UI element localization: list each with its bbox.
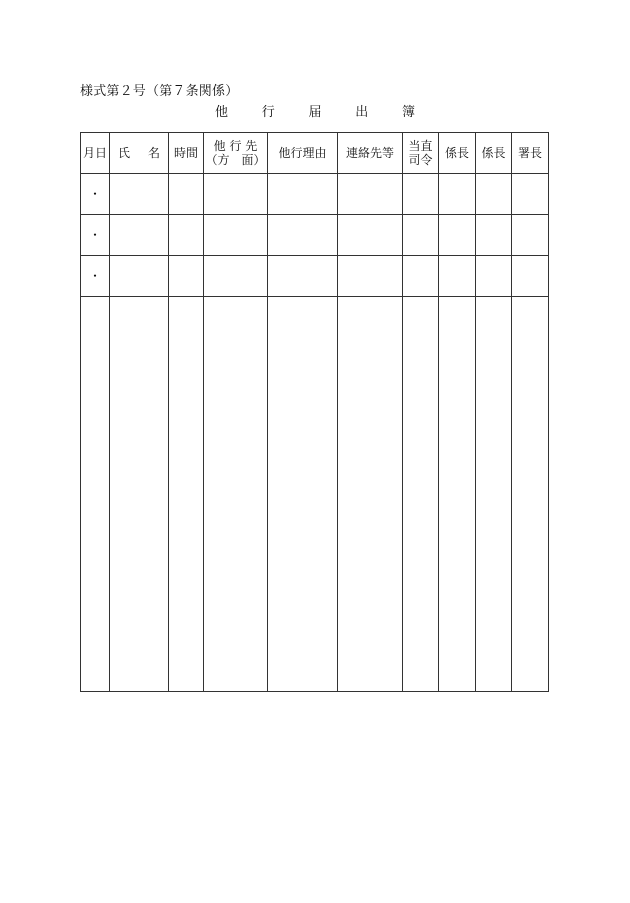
header-date: 月日: [81, 133, 110, 174]
contact-cell[interactable]: [338, 215, 403, 256]
chief-1-cell[interactable]: [439, 297, 476, 692]
date-cell[interactable]: [81, 297, 110, 692]
header-duty-commander: [403, 133, 439, 174]
chief-2-cell[interactable]: [476, 256, 512, 297]
header-contact: 連絡先等: [338, 133, 403, 174]
name-cell[interactable]: [110, 256, 169, 297]
title-char: 他: [215, 105, 229, 120]
duty-commander-cell[interactable]: [403, 174, 439, 215]
contact-cell[interactable]: [338, 256, 403, 297]
director-cell[interactable]: [512, 297, 549, 692]
date-separator: ・: [88, 228, 101, 242]
contact-cell[interactable]: [338, 297, 403, 692]
destination-cell[interactable]: [204, 174, 268, 215]
table-row: [81, 256, 549, 297]
header-time: 時間: [169, 133, 204, 174]
header-duty-line2: 司令: [408, 153, 433, 167]
director-cell[interactable]: [512, 174, 549, 215]
date-cell[interactable]: [81, 215, 110, 256]
title-char: 簿: [401, 105, 415, 120]
date-cell[interactable]: [81, 174, 110, 215]
header-chief-1: 係長: [439, 133, 476, 174]
reason-cell[interactable]: [268, 174, 338, 215]
time-cell[interactable]: [169, 297, 204, 692]
chief-2-cell[interactable]: [476, 215, 512, 256]
destination-cell[interactable]: [204, 256, 268, 297]
duty-commander-cell[interactable]: [403, 256, 439, 297]
time-cell[interactable]: [169, 256, 204, 297]
destination-cell[interactable]: [204, 297, 268, 692]
title-char: 届: [308, 105, 322, 120]
duty-commander-cell[interactable]: [403, 297, 439, 692]
reason-cell[interactable]: [268, 256, 338, 297]
destination-cell[interactable]: [204, 215, 268, 256]
chief-2-cell[interactable]: [476, 174, 512, 215]
name-cell[interactable]: [110, 297, 169, 692]
header-name-part2: 名: [147, 146, 160, 160]
form-number-label: 様式第２号（第７条関係）: [80, 84, 239, 99]
header-name: [110, 133, 169, 174]
contact-cell[interactable]: [338, 174, 403, 215]
director-cell[interactable]: [512, 215, 549, 256]
director-cell[interactable]: [512, 256, 549, 297]
reason-cell[interactable]: [268, 297, 338, 692]
time-cell[interactable]: [169, 174, 204, 215]
header-reason: 他行理由: [268, 133, 338, 174]
chief-2-cell[interactable]: [476, 297, 512, 692]
name-cell[interactable]: [110, 215, 169, 256]
header-destination-line2: （方 面）: [205, 153, 266, 167]
title-char: 行: [261, 105, 275, 120]
date-cell[interactable]: [81, 256, 110, 297]
header-director: 署長: [512, 133, 549, 174]
duty-commander-cell[interactable]: [403, 215, 439, 256]
chief-1-cell[interactable]: [439, 256, 476, 297]
chief-1-cell[interactable]: [439, 215, 476, 256]
date-separator: ・: [88, 187, 101, 201]
header-destination: [204, 133, 268, 174]
table-row: [81, 215, 549, 256]
header-chief-2: 係長: [476, 133, 512, 174]
header-duty-line1: 当直: [408, 139, 433, 153]
header-name-part1: 氏: [118, 146, 131, 160]
header-destination-line1: 他 行 先: [213, 139, 258, 153]
date-separator: ・: [88, 269, 101, 283]
header-row: [81, 133, 549, 174]
reason-cell[interactable]: [268, 215, 338, 256]
table-row: [81, 174, 549, 215]
time-cell[interactable]: [169, 215, 204, 256]
title-char: 出: [355, 105, 369, 120]
name-cell[interactable]: [110, 174, 169, 215]
chief-1-cell[interactable]: [439, 174, 476, 215]
table-row: [81, 297, 549, 692]
document-title: [215, 101, 415, 120]
ledger-table: [80, 132, 549, 692]
